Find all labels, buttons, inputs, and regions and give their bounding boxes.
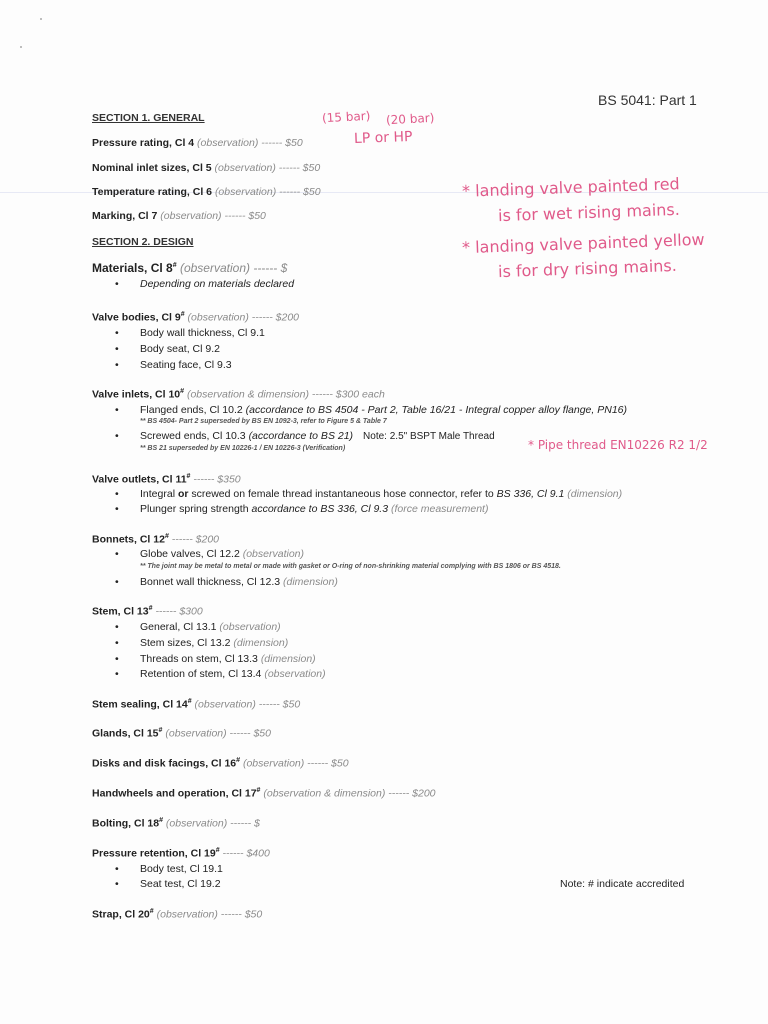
item-marking: Marking, Cl 7 (observation) ------ $50 xyxy=(92,210,266,222)
item-pressure-retention: Pressure retention, Cl 19# ------ $400 xyxy=(92,847,270,860)
item-bolting: Bolting, Cl 18# (observation) ------ $ xyxy=(92,817,260,830)
section-2-title: SECTION 2. DESIGN xyxy=(92,236,194,248)
item-stem: Stem, Cl 13# ------ $300 xyxy=(92,605,203,618)
item-strap: Strap, Cl 20# (observation) ------ $50 xyxy=(92,908,263,921)
item-pressure-rating: Pressure rating, Cl 4 (observation) ------ $50 xyxy=(92,137,303,149)
item-bonnets: Bonnets, Cl 12# ------ $200 xyxy=(92,533,220,546)
handwritten-red-valve-1: * landing valve painted red xyxy=(461,174,680,201)
item-valve-outlets: Valve outlets, Cl 11# ------ $350 xyxy=(92,473,241,486)
item-materials: Materials, Cl 8# (observation) ------ $ xyxy=(92,261,288,275)
handwritten-red-valve-2: is for wet rising mains. xyxy=(497,199,681,226)
note-bs4504: ** BS 4504- Part 2 superseded by BS EN 1092-3, refer to Figure 5 & Table 7 xyxy=(140,418,387,425)
handwritten-20-bar: (20 bar) xyxy=(385,110,435,128)
handwritten-pipe-thread: * Pipe thread EN10226 R2 1/2 xyxy=(528,438,708,452)
item-stem-sealing: Stem sealing, Cl 14# (observation) ------ $50 xyxy=(92,698,301,711)
item-disks: Disks and disk facings, Cl 16# (observation) ------ $50 xyxy=(92,757,349,770)
item-nominal-inlet-sizes: Nominal inlet sizes, Cl 5 (observation) ------ $50 xyxy=(92,162,321,174)
note-bs21: ** BS 21 superseded by EN 10226-1 / EN 10226-3 (Verification) xyxy=(140,445,346,452)
scan-speck xyxy=(20,46,22,48)
handwritten-yellow-valve-2: is for dry rising mains. xyxy=(497,255,678,282)
handwritten-15-bar: (15 bar) xyxy=(321,108,371,126)
scan-speck xyxy=(40,18,42,20)
handwritten-lp-or-hp: LP or HP xyxy=(353,128,413,148)
handwritten-yellow-valve-1: * landing valve painted yellow xyxy=(461,229,705,258)
accredited-note: Note: # indicate accredited xyxy=(560,878,685,890)
section-1-title: SECTION 1. GENERAL xyxy=(92,112,205,124)
note-joint: ** The joint may be metal to metal or made with gasket or O-ring of non-shrinking material complying with BS 1806 or BS 4518. xyxy=(140,563,561,570)
item-temperature-rating: Temperature rating, Cl 6 (observation) ------ $50 xyxy=(92,186,321,198)
item-glands: Glands, Cl 15# (observation) ------ $50 xyxy=(92,727,271,740)
item-handwheels: Handwheels and operation, Cl 17# (observation & dimension) ------ $200 xyxy=(92,787,436,800)
item-valve-bodies: Valve bodies, Cl 9# (observation) ------ $200 xyxy=(92,311,299,324)
document-id: BS 5041: Part 1 xyxy=(598,92,697,108)
item-valve-inlets: Valve inlets, Cl 10# (observation & dimension) ------ $300 each xyxy=(92,388,385,401)
